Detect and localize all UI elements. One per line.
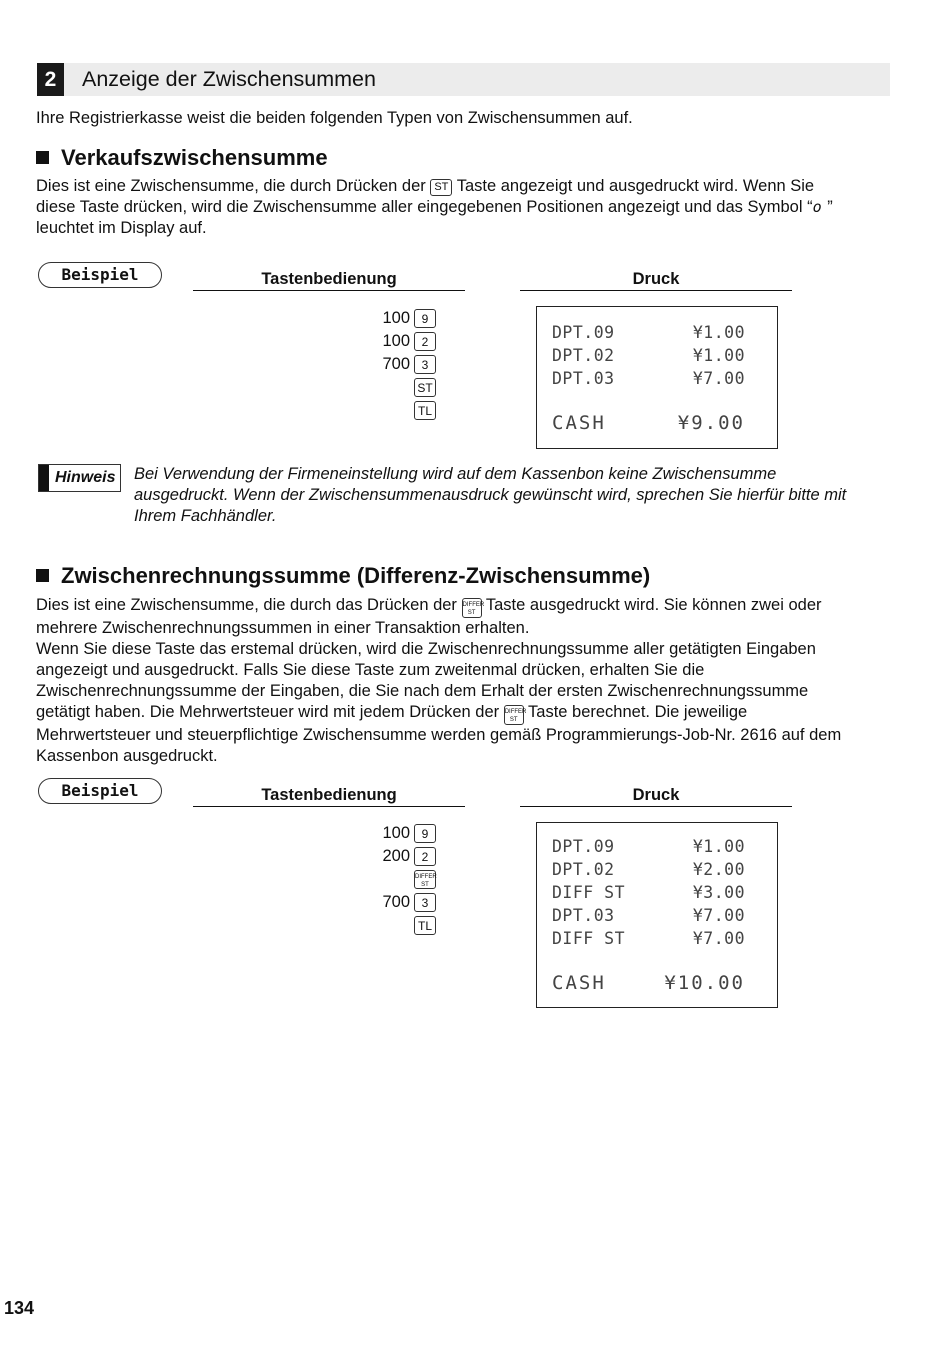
column-header-print: Druck xyxy=(520,785,792,807)
key-row: 200 2 xyxy=(330,845,436,868)
receipt-cash-line: CASH ¥9.00 xyxy=(552,412,745,434)
key-3-icon: 3 xyxy=(414,355,436,374)
column-header-keys: Tastenbedienung xyxy=(193,785,465,807)
key-row: 700 3 xyxy=(330,891,436,914)
key-sequence-1 xyxy=(330,307,436,422)
key-9-icon: 9 xyxy=(414,309,436,328)
beispiel-badge: Beispiel xyxy=(38,262,162,288)
receipt-line: DPT.03 ¥7.00 xyxy=(552,369,745,388)
key-st-icon: ST xyxy=(414,378,436,397)
key-row: 100 2 xyxy=(330,330,436,353)
receipt-line: DPT.09 ¥1.00 xyxy=(552,837,745,856)
differ-st-key-icon: DIFFER ST xyxy=(504,705,524,725)
column-header-print: Druck xyxy=(520,269,792,291)
key-row xyxy=(330,376,436,399)
differ-st-key-icon: DIFFER ST xyxy=(462,598,482,618)
section-number: 2 xyxy=(37,63,64,96)
key-2-icon: 2 xyxy=(414,332,436,351)
receipt-line: DIFF ST ¥3.00 xyxy=(552,883,745,902)
key-tl-icon: TL xyxy=(414,401,436,420)
key-9-icon: 9 xyxy=(414,824,436,843)
key-row: 100 9 xyxy=(330,307,436,330)
page-number: 134 xyxy=(4,1298,35,1318)
key-row: 700 3 xyxy=(330,353,436,376)
key-differ-st-icon: DIFFER ST xyxy=(414,870,436,889)
key-row xyxy=(330,914,436,937)
key-3-icon: 3 xyxy=(414,893,436,912)
subheading-differenz: Zwischenrechnungssumme (Differenz-Zwischensumme) xyxy=(36,563,650,589)
square-bullet-icon xyxy=(36,569,49,582)
receipt-line: DPT.09 ¥1.00 xyxy=(552,323,745,342)
differenz-paragraph: Dies ist eine Zwischensumme, die durch das Drücken der DIFFER ST Taste ausgedruckt wird. Sie können zwei oder mehrere Zwischenrechnungssummen in einer Transaktion erhalten. Wenn Sie diese Taste das erstemal drücken, wird die Zwischenrechnungssumme aller getätigten Eingaben angezeigt und ausgedruckt. Falls Sie diese Taste zum zweitenmal drücken, erhalten Sie die Zwischenrechnungssumme der Eingaben, die Sie nach dem Erhalt der ersten Zwischenrechnungssumme getätigt haben. Die Mehrwertsteuer wird mit jedem Drücken der DIFFER ST Taste berechnet. Die jeweilige Mehrwertsteuer und steuerpflichtige Zwischensumme werden gemäß Programmierungs-Job-Nr. 2616 auf dem Kassenbon ausgedruckt. xyxy=(36,596,842,765)
receipt-line: DPT.02 ¥2.00 xyxy=(552,860,745,879)
beispiel-badge: Beispiel xyxy=(38,778,162,804)
receipt-1 xyxy=(536,306,778,449)
intro-text: Ihre Registrierkasse weist die beiden folgenden Typen von Zwischensummen auf. xyxy=(36,109,633,127)
key-row xyxy=(330,399,436,422)
receipt-cash-line: CASH ¥10.00 xyxy=(552,972,745,994)
key-row: 100 9 xyxy=(330,822,436,845)
note-text: Bei Verwendung der Firmeneinstellung wird auf dem Kassenbon keine Zwischensumme ausgedruckt. Wenn der Zwischensummenausdruck gewünscht wird, sprechen Sie hierfür bitte mit Ihrem Fachhändler. xyxy=(134,465,847,525)
receipt-line: DIFF ST ¥7.00 xyxy=(552,929,745,948)
key-2-icon: 2 xyxy=(414,847,436,866)
section-title: Anzeige der Zwischensummen xyxy=(82,67,376,91)
verkauf-paragraph: Dies ist eine Zwischensumme, die durch Drücken der ST Taste angezeigt und ausgedruckt wird. Wenn Sie diese Taste drücken, wird die Zwischensumme aller eingegebenen Positionen angezeigt und das Symbol “o ” leuchtet im Display auf. xyxy=(36,177,833,237)
column-header-keys: Tastenbedienung xyxy=(193,269,465,291)
hinweis-bar xyxy=(39,465,49,491)
subtotal-symbol-icon: o xyxy=(812,198,823,216)
receipt-line: DPT.03 ¥7.00 xyxy=(552,906,745,925)
square-bullet-icon xyxy=(36,151,49,164)
subheading-verkauf: Verkaufszwischensumme xyxy=(36,145,328,171)
key-row xyxy=(330,868,436,891)
st-key-icon: ST xyxy=(430,179,452,196)
receipt-2 xyxy=(536,822,778,1008)
key-tl-icon: TL xyxy=(414,916,436,935)
key-sequence-2 xyxy=(330,822,436,937)
receipt-line: DPT.02 ¥1.00 xyxy=(552,346,745,365)
hinweis-badge: Hinweis xyxy=(38,464,121,492)
